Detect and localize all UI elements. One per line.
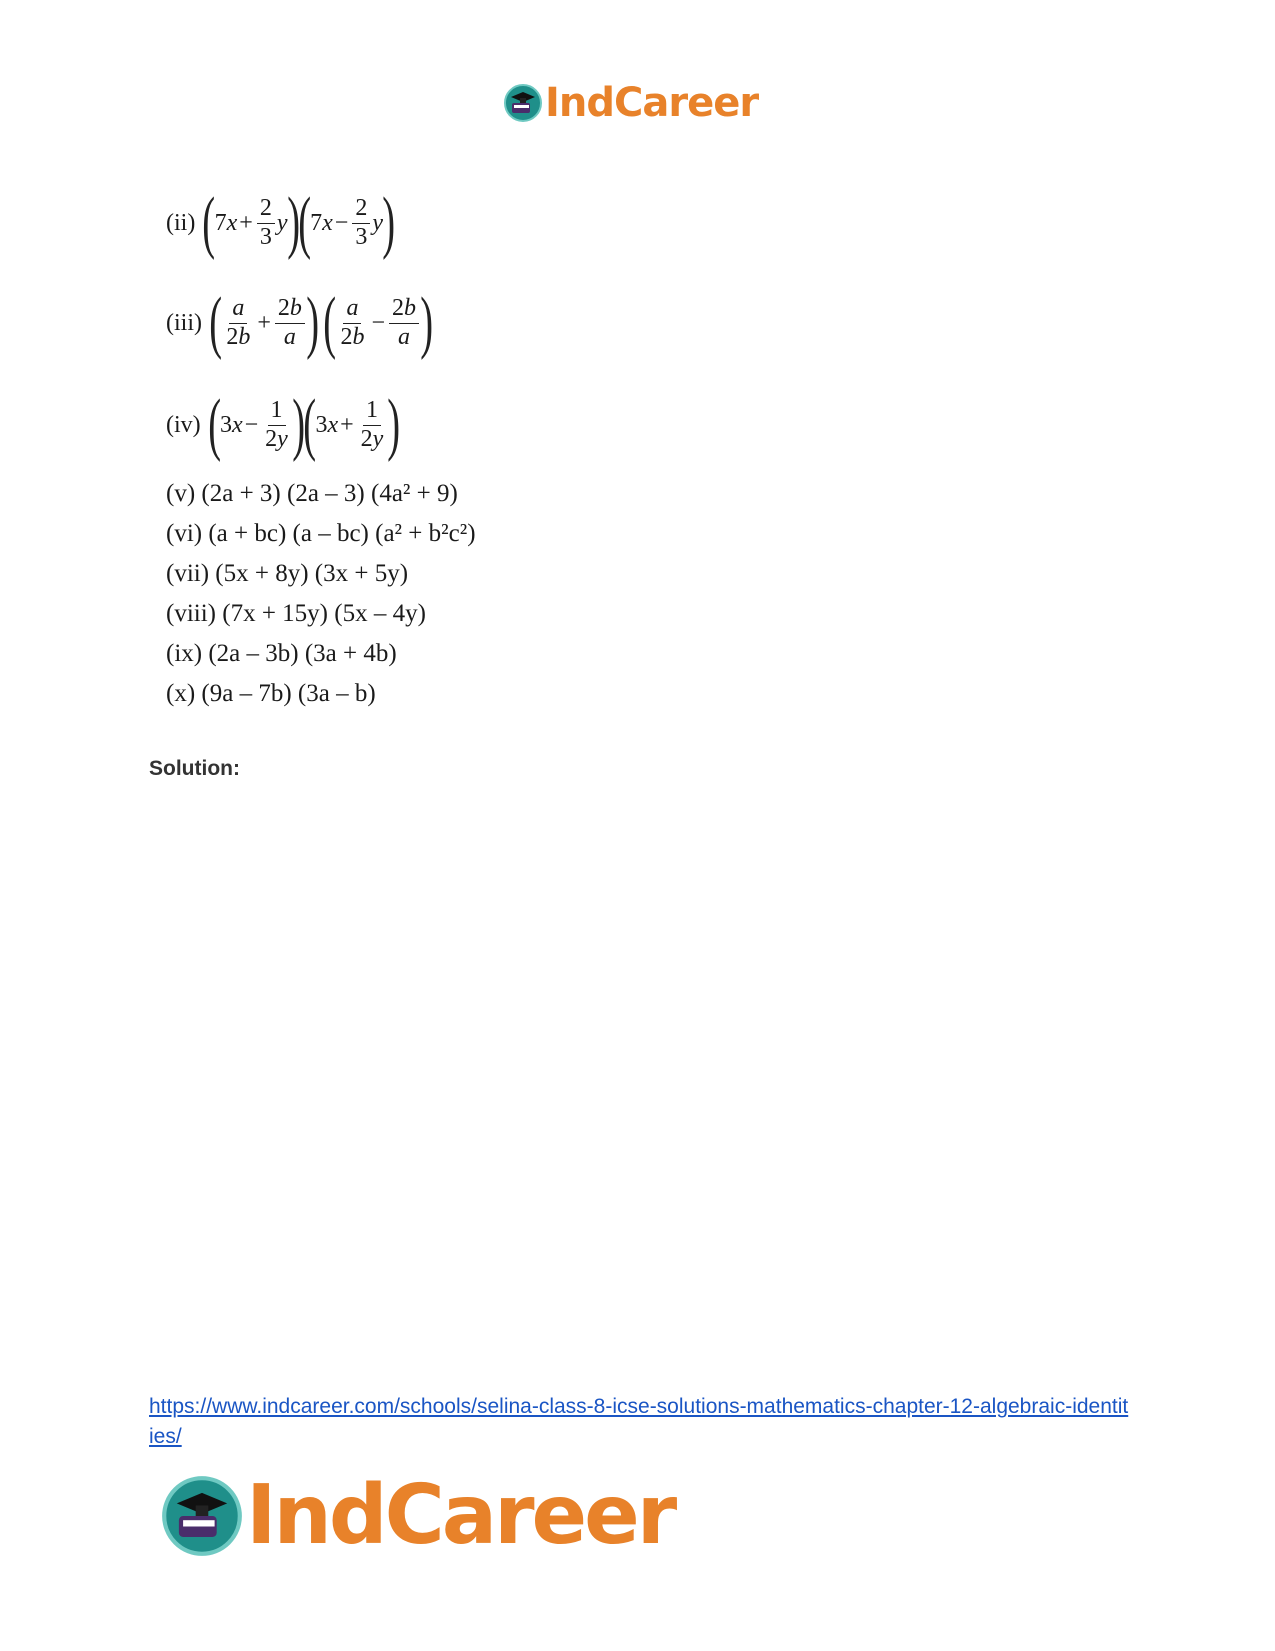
logo-text: IndCareer (246, 1468, 675, 1563)
graduation-book-icon (160, 1474, 244, 1558)
logo-text: IndCareer (545, 80, 759, 126)
problem-ii: (ii) ( 7x + $\frac{2}{3}$ y ) ( 7x − $\frac{2}{3}$ y ) (166, 184, 396, 261)
footer-logo (160, 1468, 674, 1563)
problem-x: (x) (9a – 7b) (3a – b) (166, 680, 376, 707)
problem-label: (iii) (166, 309, 202, 336)
problem-viii: (viii) (7x + 15y) (5x – 4y) (166, 600, 426, 627)
problem-v: (v) (2a + 3) (2a – 3) (4a² + 9) (166, 480, 458, 507)
solution-heading: Solution: (149, 757, 240, 780)
problem-vii: (vii) (5x + 8y) (3x + 5y) (166, 560, 409, 587)
source-link[interactable]: https://www.indcareer.com/schools/selina-class-8-icse-solutions-mathematics-chapter-12-algebraic-identities/ (149, 1395, 1129, 1448)
problem-iii: (iii) ( $\frac{a}{2b}$ + $\frac{2b}{a}$ ) ( $\frac{a}{2b}$ − $\frac{2b}{a}$ ) (166, 284, 434, 361)
header-logo (503, 80, 758, 126)
graduation-book-icon (503, 83, 543, 123)
problem-ix: (ix) (2a – 3b) (3a + 4b) (166, 640, 397, 667)
problem-label: (ii) (166, 209, 196, 236)
problem-vi: (vi) (a + bc) (a – bc) (a² + b²c²) (166, 520, 476, 547)
problem-iv: (iv) ( 3x − $\frac{1}{2y}$ ) ( 3x + $\frac{1}{2y}$ ) (166, 386, 401, 463)
problem-label: (iv) (166, 411, 201, 438)
